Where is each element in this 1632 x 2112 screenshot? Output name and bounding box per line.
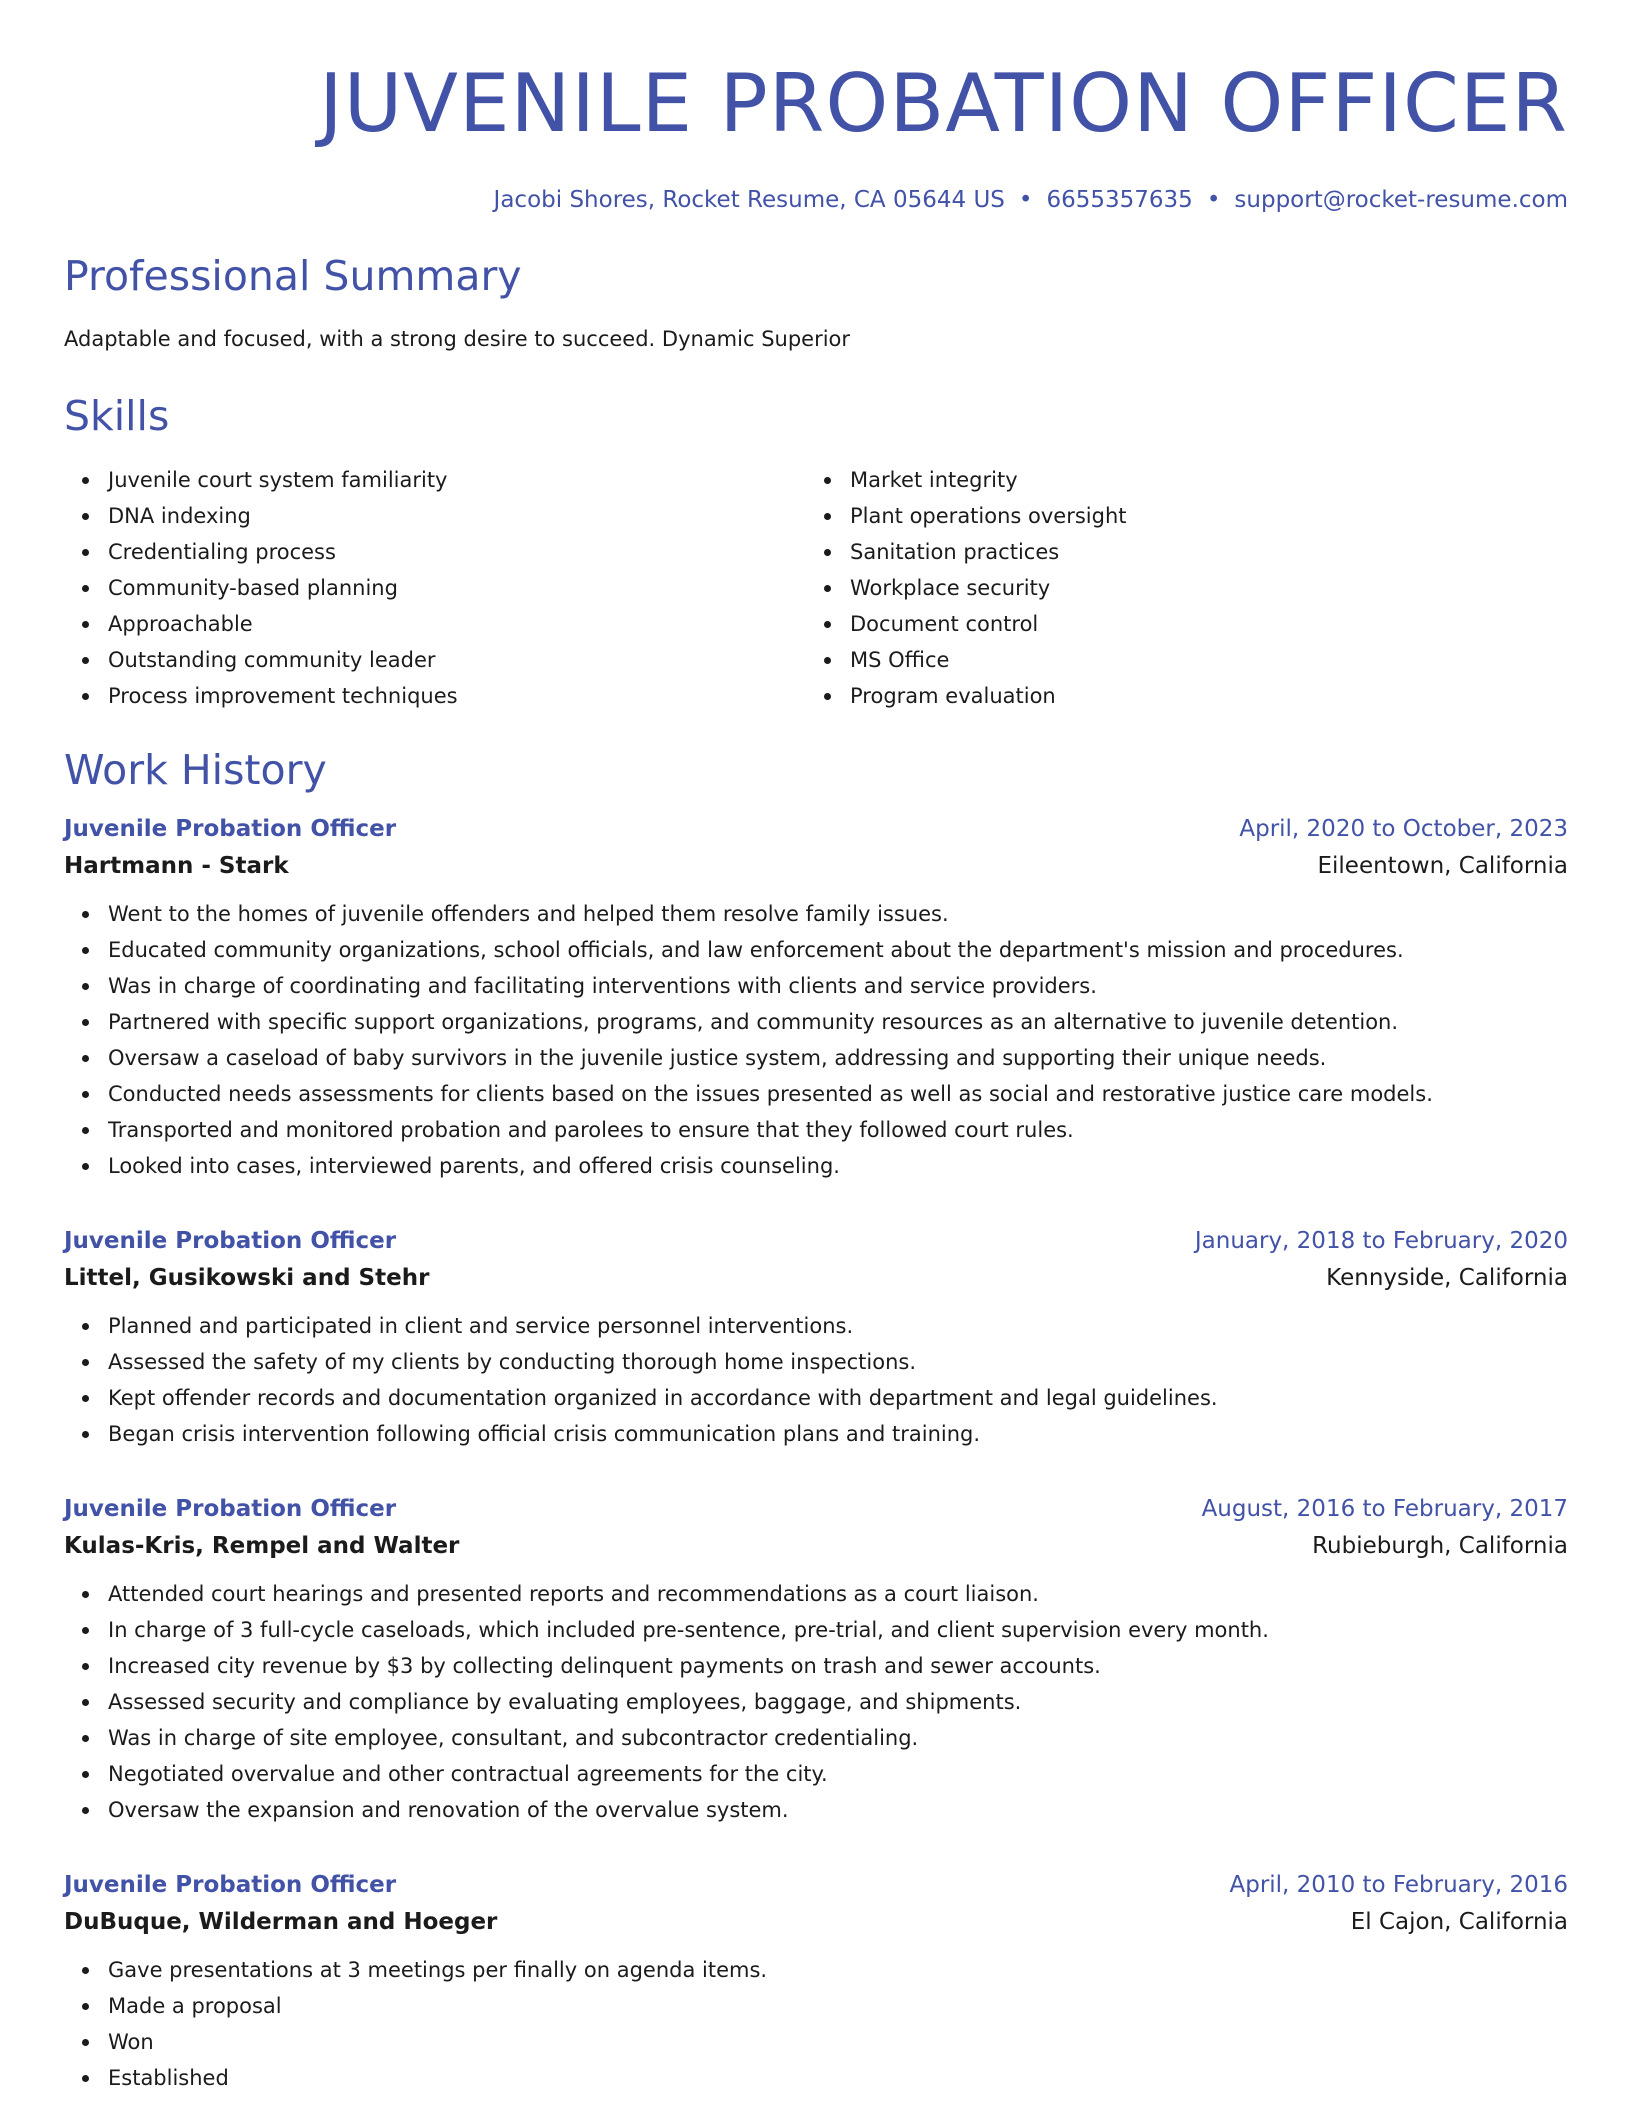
job-bullet: Transported and monitored probation and parolees to ensure that they followed court rules. [108, 1112, 1568, 1148]
resume-header [64, 0, 1568, 216]
job-dates: April, 2020 to October, 2023 [1239, 816, 1568, 842]
skills-heading: Skills [64, 392, 170, 440]
job-bullet: Went to the homes of juvenile offenders and helped them resolve family issues. [108, 896, 1568, 932]
job-bullet: Oversaw the expansion and renovation of the overvalue system. [108, 1792, 1568, 1828]
job-bullet: Was in charge of site employee, consultant, and subcontractor credentialing. [108, 1720, 1568, 1756]
job-title: Juvenile Probation Officer [64, 816, 397, 842]
job-bullets [64, 896, 1568, 1184]
skill-item: Approachable [108, 606, 806, 642]
job-bullet: Conducted needs assessments for clients based on the issues presented as well as social and restorative justice care models. [108, 1076, 1568, 1112]
job-bullet: Won [108, 2024, 1568, 2060]
skill-item: Community-based planning [108, 570, 806, 606]
skill-item: MS Office [850, 642, 1548, 678]
job-location: Eileentown, California [1317, 853, 1568, 879]
job-company: Hartmann - Stark [64, 853, 289, 879]
resume-title: JUVENILE PROBATION OFFICER [319, 57, 1568, 150]
job-bullets [64, 1576, 1568, 1828]
skills-column-left [64, 462, 806, 714]
job-entry [64, 1868, 1568, 2096]
contact-separator: • [1018, 187, 1033, 213]
skill-item: Process improvement techniques [108, 678, 806, 714]
job-bullet: Negotiated overvalue and other contractual agreements for the city. [108, 1756, 1568, 1792]
job-location: Rubieburgh, California [1312, 1533, 1568, 1559]
job-entry [64, 812, 1568, 1184]
skill-item: Outstanding community leader [108, 642, 806, 678]
job-bullet: Assessed security and compliance by evaluating employees, baggage, and shipments. [108, 1684, 1568, 1720]
job-bullet: Made a proposal [108, 1988, 1568, 2024]
job-company: Kulas-Kris, Rempel and Walter [64, 1533, 460, 1559]
skill-item: Sanitation practices [850, 534, 1548, 570]
job-bullet: In charge of 3 full-cycle caseloads, which included pre-sentence, pre-trial, and client supervision every month. [108, 1612, 1568, 1648]
job-title: Juvenile Probation Officer [64, 1496, 397, 1522]
job-bullet: Planned and participated in client and service personnel interventions. [108, 1308, 1568, 1344]
job-bullet: Was in charge of coordinating and facilitating interventions with clients and service providers. [108, 968, 1568, 1004]
job-title: Juvenile Probation Officer [64, 1872, 397, 1898]
job-entry [64, 1492, 1568, 1828]
job-header-row [64, 812, 1568, 846]
job-company: DuBuque, Wilderman and Hoeger [64, 1909, 498, 1935]
skill-item: Credentialing process [108, 534, 806, 570]
skill-item: Document control [850, 606, 1548, 642]
skills-list [64, 462, 1568, 714]
job-header-row [64, 1224, 1568, 1258]
job-bullets [64, 1308, 1568, 1452]
contact-address: Jacobi Shores, Rocket Resume, CA 05644 US [493, 187, 1005, 213]
resume-page [64, 0, 1568, 2096]
summary-text: Adaptable and focused, with a strong desire to succeed. Dynamic Superior [64, 327, 851, 351]
contact-line [64, 184, 1568, 216]
job-location: El Cajon, California [1350, 1909, 1568, 1935]
job-entry [64, 1224, 1568, 1452]
job-bullet: Oversaw a caseload of baby survivors in the juvenile justice system, addressing and supporting their unique needs. [108, 1040, 1568, 1076]
job-bullet: Assessed the safety of my clients by conducting thorough home inspections. [108, 1344, 1568, 1380]
skill-item: Plant operations oversight [850, 498, 1548, 534]
job-bullet: Increased city revenue by $3 by collecting delinquent payments on trash and sewer accounts. [108, 1648, 1568, 1684]
job-company-row [64, 1258, 1568, 1298]
skill-item: DNA indexing [108, 498, 806, 534]
job-bullet: Gave presentations at 3 meetings per finally on agenda items. [108, 1952, 1568, 1988]
job-title: Juvenile Probation Officer [64, 1228, 397, 1254]
job-bullet: Looked into cases, interviewed parents, and offered crisis counseling. [108, 1148, 1568, 1184]
job-bullet: Kept offender records and documentation organized in accordance with department and legal guidelines. [108, 1380, 1568, 1416]
contact-email: support@rocket-resume.com [1234, 187, 1568, 213]
job-location: Kennyside, California [1326, 1265, 1568, 1291]
skill-item: Market integrity [850, 462, 1548, 498]
job-company-row [64, 846, 1568, 886]
job-bullet: Partnered with specific support organizations, programs, and community resources as an alternative to juvenile detention. [108, 1004, 1568, 1040]
job-bullet: Attended court hearings and presented reports and recommendations as a court liaison. [108, 1576, 1568, 1612]
job-bullet: Established [108, 2060, 1568, 2096]
job-dates: April, 2010 to February, 2016 [1229, 1872, 1568, 1898]
contact-separator: • [1206, 187, 1221, 213]
job-header-row [64, 1868, 1568, 1902]
job-company-row [64, 1902, 1568, 1942]
job-bullet: Began crisis intervention following official crisis communication plans and training. [108, 1416, 1568, 1452]
job-bullet: Educated community organizations, school officials, and law enforcement about the department's mission and procedures. [108, 932, 1568, 968]
job-bullets [64, 1952, 1568, 2096]
contact-phone: 6655357635 [1046, 187, 1193, 213]
job-dates: January, 2018 to February, 2020 [1194, 1228, 1568, 1254]
skills-column-right [806, 462, 1548, 714]
job-dates: August, 2016 to February, 2017 [1201, 1496, 1568, 1522]
skill-item: Juvenile court system familiarity [108, 462, 806, 498]
work-history-heading: Work History [64, 746, 327, 794]
summary-heading: Professional Summary [64, 252, 522, 300]
skill-item: Program evaluation [850, 678, 1548, 714]
skill-item: Workplace security [850, 570, 1548, 606]
job-header-row [64, 1492, 1568, 1526]
job-company: Littel, Gusikowski and Stehr [64, 1265, 430, 1291]
job-company-row [64, 1526, 1568, 1566]
